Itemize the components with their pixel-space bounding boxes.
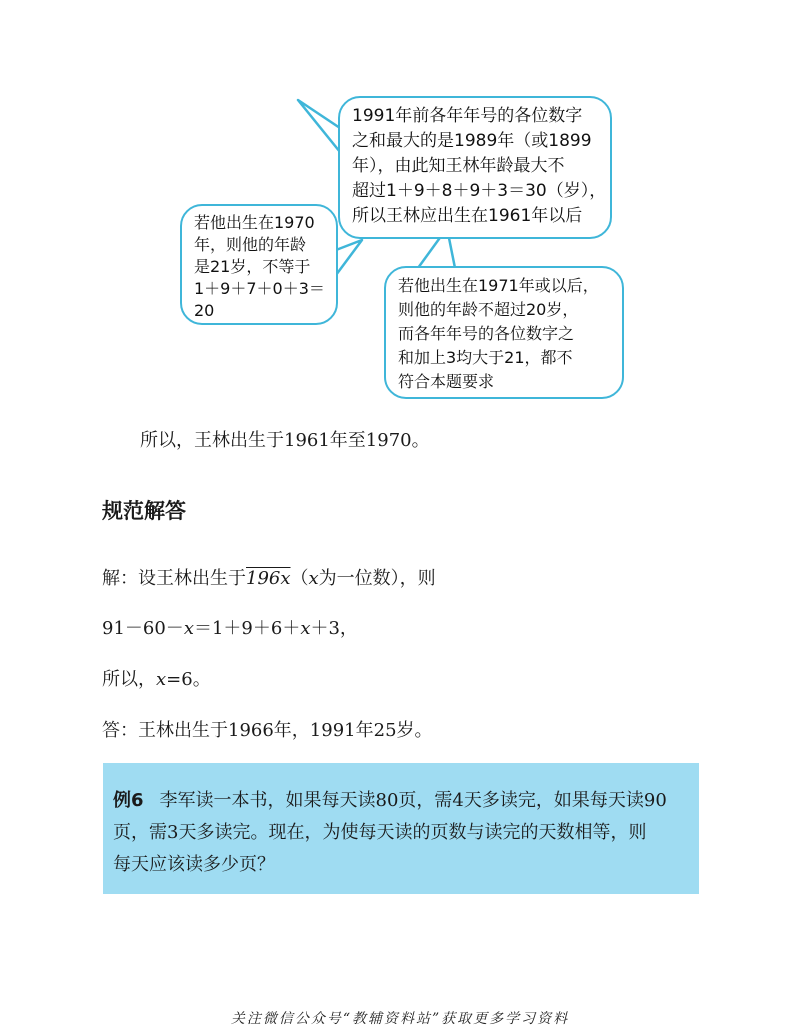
solution-line-2 <box>102 614 358 640</box>
callout-top-line: 之和最大的是1989年（或1899 <box>352 131 592 151</box>
variable-x: x <box>156 669 167 690</box>
example-line: 每天应该读多少页？ <box>113 854 275 875</box>
paren-open: （ <box>290 568 309 589</box>
solution-line-3-suffix: =6。 <box>166 669 211 690</box>
top-bubble-tail <box>298 100 340 152</box>
solution-line-3-prefix: 所以， <box>102 669 156 690</box>
conclusion-text: 所以，王林出生于1961年至1970。 <box>140 430 430 451</box>
callout-top-line: 超过1＋9＋8＋9＋3＝30（岁）， <box>352 181 607 201</box>
callout-left-line: 1＋9＋7＋0＋3＝ <box>194 279 325 298</box>
example-text: 李军读一本书，如果每天读80页，需4天多读完，如果每天读90 <box>159 790 667 811</box>
callout-left-line: 若他出生在1970 <box>194 213 315 232</box>
callout-right-line: 而各年年号的各位数字之 <box>398 324 575 343</box>
callout-left-line: 年，则他的年龄 <box>194 235 307 254</box>
section-heading: 规范解答 <box>102 499 186 523</box>
callout-top-line: 1991年前各年年号的各位数字 <box>352 106 583 126</box>
variable-x: x <box>183 618 194 639</box>
callout-top-line: 所以王林应出生在1961年以后 <box>352 206 583 226</box>
equation-part: ＋3， <box>310 618 358 639</box>
variable-x: x <box>300 618 311 639</box>
example-line <box>113 785 691 817</box>
callout-top <box>338 96 612 239</box>
callout-right-line: 符合本题要求 <box>398 372 495 391</box>
answer-line: 答：王林出生于1966年，1991年25岁。 <box>102 720 433 741</box>
callout-top-line: 年），由此知王林年龄最大不 <box>352 156 565 176</box>
equation-part: ＝1＋9＋6＋ <box>193 618 301 639</box>
example-label: 例6 <box>113 790 144 811</box>
equation-part: 91－60－ <box>102 618 184 639</box>
solution-line-1-prefix: 解：设王林出生于 <box>102 568 246 589</box>
solution-line-1-suffix: 为一位数），则 <box>318 568 436 589</box>
example-box <box>103 763 699 894</box>
solution-line-3 <box>102 665 211 691</box>
overline-number: 196x <box>246 568 291 589</box>
footer-watermark: 关注微信公众号“教辅资料站”获取更多学习资料 <box>230 1011 570 1027</box>
callout-right <box>384 266 624 399</box>
callout-left-line: 是21岁，不等于 <box>194 257 311 276</box>
callout-left <box>180 204 338 325</box>
callout-left-line: 20 <box>194 301 215 320</box>
callout-right-line: 和加上3均大于21，都不 <box>398 348 573 367</box>
callout-right-line: 则他的年龄不超过20岁， <box>398 300 579 319</box>
variable-x: x <box>308 568 319 589</box>
callout-right-line: 若他出生在1971年或以后， <box>398 276 599 295</box>
example-line: 页，需3天多读完。现在，为使每天读的页数与读完的天数相等，则 <box>113 822 647 843</box>
left-bubble-tail <box>336 240 362 275</box>
solution-line-1 <box>102 564 436 590</box>
